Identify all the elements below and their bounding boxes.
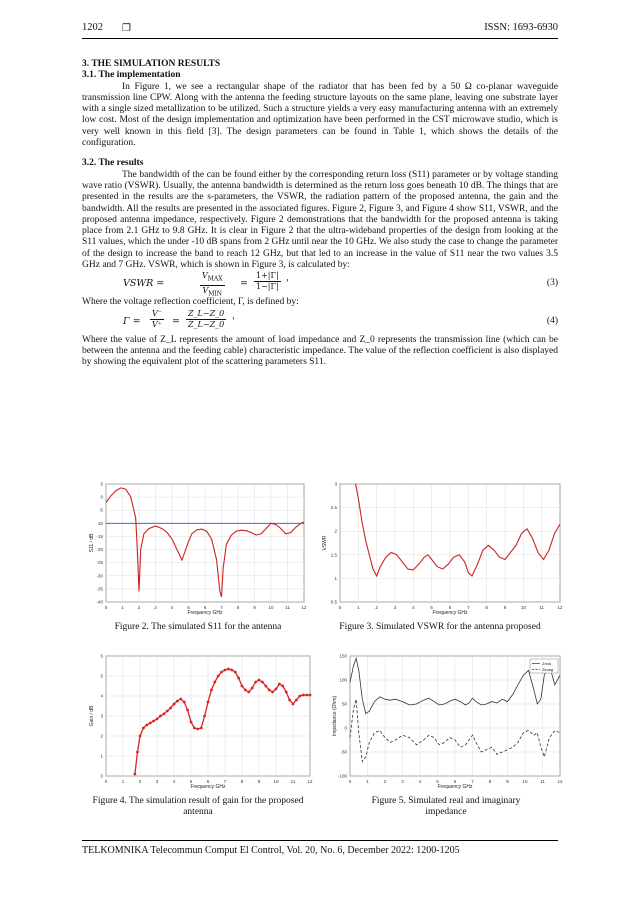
y-tick-label: 0.5 [330,599,337,605]
y-tick-label: 6 [100,653,103,659]
y-axis-label: Gain / dB [89,705,95,727]
x-tick-label: 10 [273,779,279,784]
x-tick-label: 8 [236,605,240,610]
x-tick-label: 7 [471,779,474,784]
y-tick-label: -10 [96,520,103,526]
section-heading: 3. THE SIMULATION RESULTS [82,59,221,69]
y-tick-label: -100 [337,773,347,779]
paragraph: The bandwidth of the can be found either by the corresponding return loss (S11) parameter or by voltage standing wave ratio (VSWR). Usually, the antenna bandwidth is determined as the return loss goes beneath 10 dB. The things that are presented in the results are the s-parameters, the VSWR, the radiation pattern of the proposed antenna, the gain and the bandwidth. All the results are presented in the associated figures. Figure 2, Figure 3, and Figure 4 show S11, VSWR, and the proposed antenna impedance, respectively. Figure 2 demonstrations that the bandwidth for the proposed antenna is taking place from 2.1 GHz to 9.8 GHz. It is clear in Figure 2 that the ultra-wideband properties of the design from looking at the S11 values, which the under -10 dB spans from 2 GHz until near the 10 GHz. We also study the case to change the parameter of the design to increase the band to reach 12 GHz, but that led to an increase in the value of S11 near the two values 3.5 GHz and 7 GHz. VSWR, which is shown in Figure 3, is calculated by: [82,169,558,271]
figure-5-caption: Figure 5. Simulated real and imaginary impedance [371,796,521,817]
y-tick-label: -15 [96,533,103,539]
data-point [196,728,199,731]
y-tick-label: -50 [340,749,347,755]
body-text [82,59,558,369]
data-point [244,689,247,692]
equation-lhs: Γ = [123,315,141,327]
x-tick-label: 8 [240,779,244,784]
data-point [156,718,159,721]
x-tick-label: 10 [520,605,526,610]
figure-4-caption: Figure 4. The simulation result of gain for the proposed antenna [92,796,304,817]
equation-3 [82,271,558,297]
equation-4 [82,309,558,335]
y-tick-label: 5 [100,481,103,487]
y-tick-label: -40 [96,599,103,605]
x-tick-label: 11 [290,779,296,784]
x-tick-label: 4 [172,779,176,784]
data-point [149,722,152,725]
page-header [82,22,558,42]
y-tick-label: 150 [339,653,347,659]
x-tick-label: 12 [301,605,307,610]
data-point [207,701,210,704]
data-point [305,694,308,697]
subsection-heading: 3.1. The implementation [82,70,181,81]
x-axis-label: Frequency GHz [187,610,223,616]
data-point [309,694,312,697]
y-tick-label: 2 [334,528,337,534]
x-axis-label: Frequency GHz [437,784,473,790]
equation-lhs: VSWR = [123,278,165,290]
y-axis-label: S11 / dB [89,533,95,553]
data-point [152,720,155,723]
data-point [179,698,182,701]
y-tick-label: 0 [344,725,347,731]
y-tick-label: 100 [339,677,347,683]
data-point [220,671,223,674]
x-tick-label: 8 [488,779,492,784]
equals-sign: = [240,278,248,290]
fraction: $\frac{1+|\Gamma|}{1-|\Gamma|}$ [256,271,279,292]
y-tick-label: 5 [100,673,103,679]
x-tick-label: 10 [522,779,528,784]
data-point [162,713,165,716]
x-tick-label: 0 [338,605,342,610]
x-tick-label: 9 [506,779,509,784]
box-icon: ❒ [122,23,131,34]
x-tick-label: 1 [366,779,369,784]
x-tick-label: 7 [220,605,223,610]
data-point [281,685,284,688]
subsection-heading: 3.2. The results [82,158,144,169]
equation-tail: ' [286,278,289,290]
y-tick-label: 2.5 [330,505,337,511]
data-point [261,681,264,684]
equation-tail: ' [232,315,235,327]
header-rule [82,38,558,39]
y-tick-label: 50 [341,701,347,707]
x-tick-label: 2 [375,605,378,610]
page-footer [82,840,558,856]
gain-chart [86,650,314,790]
y-tick-label: 0 [100,494,103,500]
x-tick-label: 4 [412,605,415,610]
y-tick-label: -20 [96,547,103,553]
fraction: $\frac{V^-}{V^+}$ [152,308,162,329]
data-point [247,691,250,694]
x-tick-label: 0 [104,779,108,784]
data-point [234,671,237,674]
x-tick-label: 8 [485,605,488,610]
x-tick-label: 6 [203,605,207,610]
x-tick-label: 2 [138,779,142,784]
x-tick-label: 1 [357,605,360,610]
fraction: $\frac{Z\_L-Z\_0}{Z\_L-Z\_0}$ [188,308,225,329]
x-tick-label: 0 [348,779,352,784]
x-tick-label: 7 [467,605,470,610]
figure-3-caption: Figure 3. Simulated VSWR for the antenna proposed [339,622,541,632]
data-point [227,668,230,671]
x-tick-label: 5 [187,605,190,610]
x-tick-label: 4 [170,605,174,610]
data-point [183,701,186,704]
data-point [166,710,169,713]
x-tick-label: 5 [430,605,433,610]
x-tick-label: 1 [121,779,125,784]
y-tick-label: 3 [100,713,103,719]
x-tick-label: 2 [137,605,141,610]
x-tick-label: 3 [154,605,157,610]
y-tick-label: -30 [96,573,103,579]
y-tick-label: 4 [100,693,103,699]
data-point [190,721,193,724]
data-point [292,703,295,706]
data-point [203,715,206,718]
equation-number: (3) [546,278,558,289]
data-point [186,709,189,712]
vswr-chart [318,478,564,616]
data-point [224,669,227,672]
x-tick-label: 6 [448,605,452,610]
data-point [159,715,162,718]
data-point [285,691,288,694]
page-number: 1202 [82,22,103,33]
paragraph: Where the value of Z_L represents the amount of load impedance and Z_0 represents the transmission line (which can be between the antenna and the feeding cable) characteristic impedance. The value of the reflection coefficient is also displayed by showing the equivalent plot of the scattering parameters S11. [82,334,558,368]
data-point [298,695,301,698]
footer-text: TELKOMNIKA Telecommun Comput El Control, Vol. 20, No. 6, December 2022: 1200-1205 [82,845,460,856]
data-point [145,724,148,727]
legend-label: Zimag [542,667,554,672]
x-tick-label: 6 [206,779,210,784]
x-tick-label: 9 [257,779,261,784]
data-point [241,685,244,688]
x-tick-label: 11 [539,605,545,610]
data-point [136,751,139,754]
y-tick-label: 1.5 [330,552,337,558]
issn: ISSN: 1693-6930 [484,22,558,33]
data-point [268,689,271,692]
y-tick-label: 1 [334,575,337,581]
data-point [275,688,278,691]
paragraph: In Figure 1, we see a rectangular shape of the radiator that has been fed by a 50 Ω co-planar waveguide transmission line CPW. Along with the antenna the feeding structure layouts on the same plane, leaving one substrate layer with a single sized metallization to be utilized. Such a structure yields a very easy manufacturing antenna with an extremely low cost. Most of the design implementation and optimization have been performed in the CST microwave studio, which is very well known in this field [3]. The design parameters can be found in Table 1, which shows the details of the configuration. [82,81,558,149]
data-point [210,689,213,692]
x-tick-label: 0 [104,605,108,610]
data-point [193,727,196,730]
data-point [139,735,142,738]
y-tick-label: 2 [100,733,103,739]
data-point [237,677,240,680]
legend-label: Zreal [542,661,552,666]
y-tick-label: -5 [98,507,103,513]
x-axis-label: Frequency GHz [432,610,468,616]
data-point [278,683,281,686]
x-tick-label: 2 [383,779,387,784]
x-tick-label: 12 [307,779,313,784]
x-tick-label: 5 [189,779,193,784]
data-point [254,681,257,684]
equals-sign: = [172,315,180,327]
data-point [251,687,254,690]
figure-2-caption: Figure 2. The simulated S11 for the antenna [114,622,282,632]
data-point [213,681,216,684]
x-tick-label: 12 [557,605,563,610]
x-tick-label: 10 [268,605,274,610]
x-axis-label: Frequency GHz [190,784,226,790]
data-point [264,685,267,688]
x-tick-label: 6 [453,779,457,784]
figures [82,474,563,834]
s11-chart [86,478,308,616]
data-point [142,727,145,730]
y-tick-label: 0 [100,773,103,779]
data-point [169,707,172,710]
footer-rule [82,840,558,841]
x-tick-label: 9 [503,605,507,610]
y-axis-label: Impedance (Ohm) [332,695,338,737]
data-point [217,675,220,678]
x-tick-label: 1 [121,605,124,610]
data-point [258,679,261,682]
paragraph: Where the voltage reflection coefficient, Γ, is defined by: [82,297,299,308]
x-tick-label: 7 [223,779,227,784]
data-point [302,694,305,697]
equation-number: (4) [546,315,558,326]
data-point [176,700,179,703]
x-tick-label: 3 [155,779,159,784]
x-tick-label: 12 [557,779,563,784]
y-tick-label: -35 [96,586,103,592]
data-point [271,691,274,694]
data-point [230,669,233,672]
x-tick-label: 11 [540,779,545,784]
x-tick-label: 5 [436,779,439,784]
x-tick-label: 11 [285,605,290,610]
data-point [134,773,137,776]
y-tick-label: 1 [100,753,103,759]
x-tick-label: 9 [253,605,256,610]
y-axis-label: VSWR [322,535,328,551]
y-tick-label: 3 [334,481,337,487]
data-point [288,699,291,702]
impedance-chart [328,650,564,790]
data-point [295,699,298,702]
x-tick-label: 3 [393,605,397,610]
data-point [173,703,176,706]
x-tick-label: 4 [418,779,422,784]
x-tick-label: 3 [401,779,404,784]
data-point [200,727,203,730]
fraction: $V_{MAX}$ $V_{MIN}$ [202,271,223,298]
y-tick-label: -25 [96,560,103,566]
